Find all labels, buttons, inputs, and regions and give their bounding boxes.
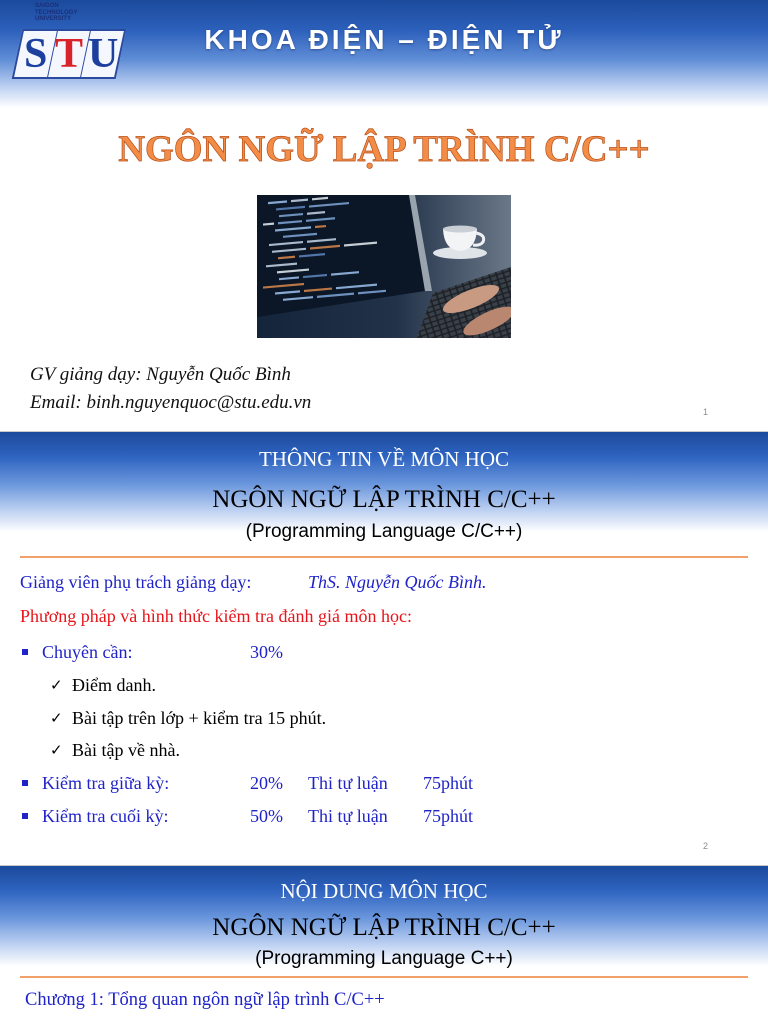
logo-university-name: [35, 3, 77, 23]
cup-rim: [443, 226, 477, 233]
page-number: 2: [703, 841, 709, 851]
logo-letter-u: U: [87, 31, 118, 77]
square-bullet-icon: [22, 780, 28, 786]
lecturer-label: Giảng viên phụ trách giảng dạy:: [20, 572, 252, 592]
slide-1: [0, 0, 768, 431]
logo-letter-t: T: [55, 31, 84, 77]
course-subtitle: (Programming Language C++): [255, 948, 513, 969]
attendance-item: Bài tập về nhà.: [72, 740, 180, 760]
attendance-item: Điểm danh.: [72, 675, 156, 695]
checkmark-icon: ✓: [50, 709, 63, 727]
checkmark-icon: ✓: [50, 676, 63, 694]
attendance-label: Chuyên cần:: [42, 642, 133, 662]
logo-text-line: SAIGON: [35, 3, 59, 9]
slide-3: [0, 866, 768, 1024]
page-number: 1: [703, 407, 709, 417]
exam-duration: 75phút: [423, 773, 474, 793]
slide-2: [0, 432, 768, 865]
course-subtitle: (Programming Language C/C++): [245, 521, 523, 542]
logo-letter-s: S: [23, 31, 48, 77]
divider-rule: [20, 976, 748, 978]
logo-text-line: UNIVERSITY: [35, 16, 72, 23]
laptop-code-photo: [257, 195, 511, 338]
divider-rule: [20, 556, 748, 558]
attendance-weight: 30%: [250, 642, 283, 662]
exam-label: Kiểm tra giữa kỳ:: [42, 773, 170, 793]
faculty-name: KHOA ĐIỆN – ĐIỆN TỬ: [204, 24, 564, 55]
exam-format: Thi tự luận: [308, 806, 388, 826]
exam-weight: 50%: [250, 806, 283, 826]
course-title: NGÔN NGỮ LẬP TRÌNH C/C++: [212, 486, 556, 513]
checkmark-icon: ✓: [50, 741, 63, 759]
square-bullet-icon: [22, 649, 28, 655]
chapter-item: Chương 1: Tổng quan ngôn ngữ lập trình C/C++: [25, 990, 385, 1010]
attendance-item: Bài tập trên lớp + kiểm tra 15 phút.: [72, 708, 327, 728]
course-title: NGÔN NGỮ LẬP TRÌNH C/C++: [212, 914, 556, 941]
section-title: THÔNG TIN VỀ MÔN HỌC: [258, 447, 510, 471]
section-title: NỘI DUNG MÔN HỌC: [280, 879, 488, 903]
assessment-heading: Phương pháp và hình thức kiểm tra đánh giá môn học:: [20, 606, 412, 626]
lecturer-name: ThS. Nguyễn Quốc Bình.: [308, 572, 487, 592]
email-line: Email: binh.nguyenquoc@stu.edu.vn: [30, 392, 312, 413]
square-bullet-icon: [22, 813, 28, 819]
lecturer-line: GV giảng dạy: Nguyễn Quốc Bình: [30, 364, 291, 385]
course-title: NGÔN NGỮ LẬP TRÌNH C/C++: [118, 129, 650, 170]
exam-weight: 20%: [250, 773, 283, 793]
logo-text-line: TECHNOLOGY: [35, 9, 78, 16]
exam-label: Kiểm tra cuối kỳ:: [42, 806, 169, 826]
exam-duration: 75phút: [423, 806, 474, 826]
exam-format: Thi tự luận: [308, 773, 388, 793]
